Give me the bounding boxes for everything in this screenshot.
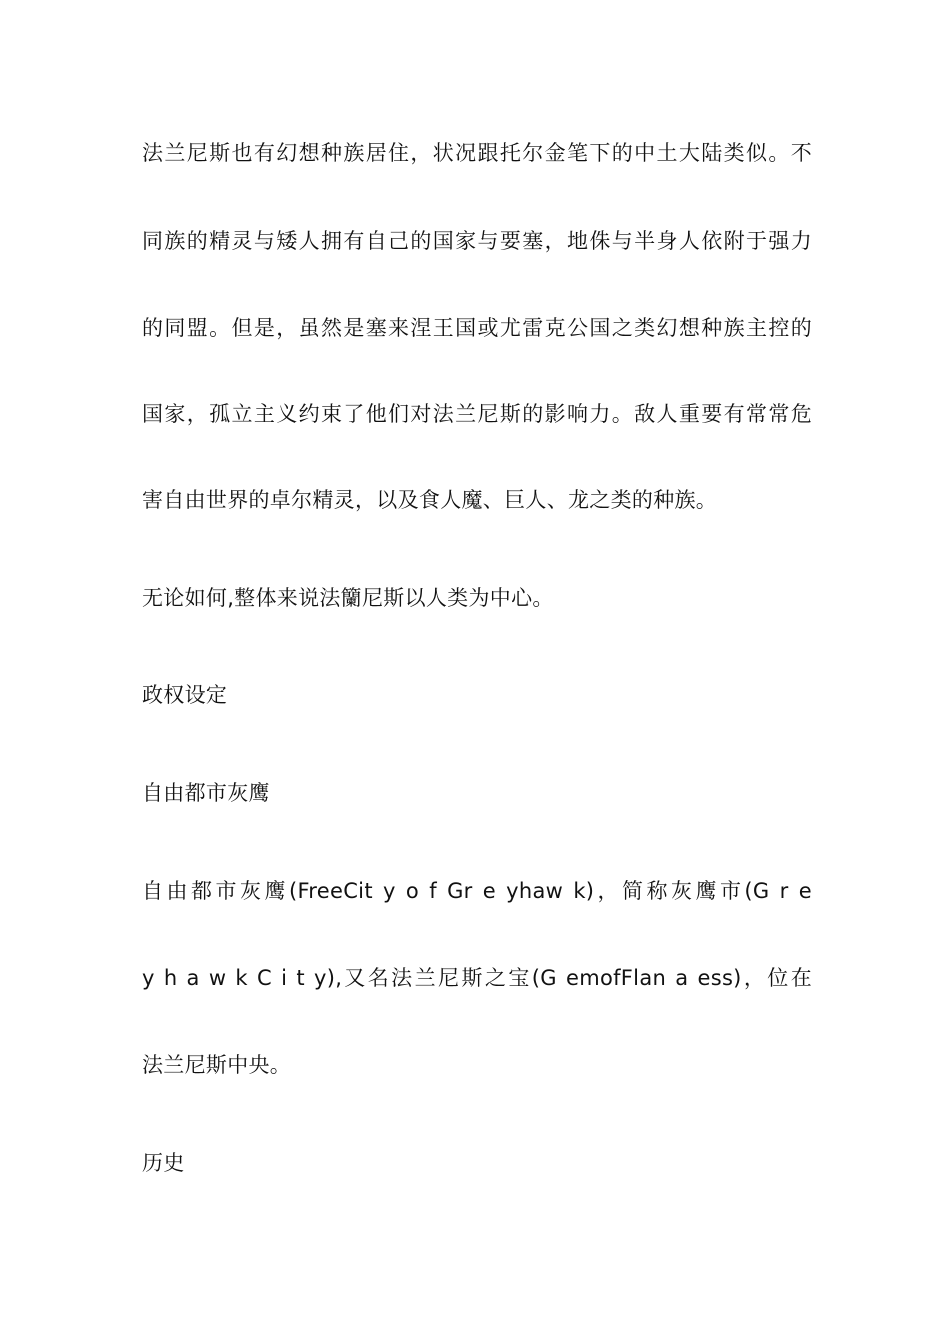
paragraph-line: 害自由世界的卓尔精灵，以及食人魔、巨人、龙之类的种族。	[142, 488, 718, 512]
section-heading: 自由都市灰鹰	[142, 781, 270, 805]
paragraph-line: y h a w k C i t y),又名法兰尼斯之宝(G emofFlan a ess)，位在	[142, 966, 812, 990]
paragraph-line: 自由都市灰鹰(FreeCit y o f Gr e yhaw k)，简称灰鹰市(G r e	[142, 879, 812, 903]
paragraph-text: 无论如何,整体来说法籣尼斯以人类为中心。	[142, 586, 554, 610]
paragraph-line: 法兰尼斯中央。	[142, 1053, 292, 1077]
section-heading: 政权设定	[142, 683, 228, 707]
paragraph-line: 的同盟。但是，虽然是塞来涅王国或尤雷克公国之类幻想种族主控的	[142, 316, 812, 340]
section-heading: 历史	[142, 1151, 185, 1175]
paragraph-line: 同族的精灵与矮人拥有自己的国家与要塞，地侏与半身人依附于强力	[142, 229, 812, 253]
paragraph-line: 国家，孤立主义约束了他们对法兰尼斯的影响力。敌人重要有常常危	[142, 402, 812, 426]
paragraph-line: 法兰尼斯也有幻想种族居住，状况跟托尔金笔下的中土大陆类似。不	[142, 141, 812, 165]
